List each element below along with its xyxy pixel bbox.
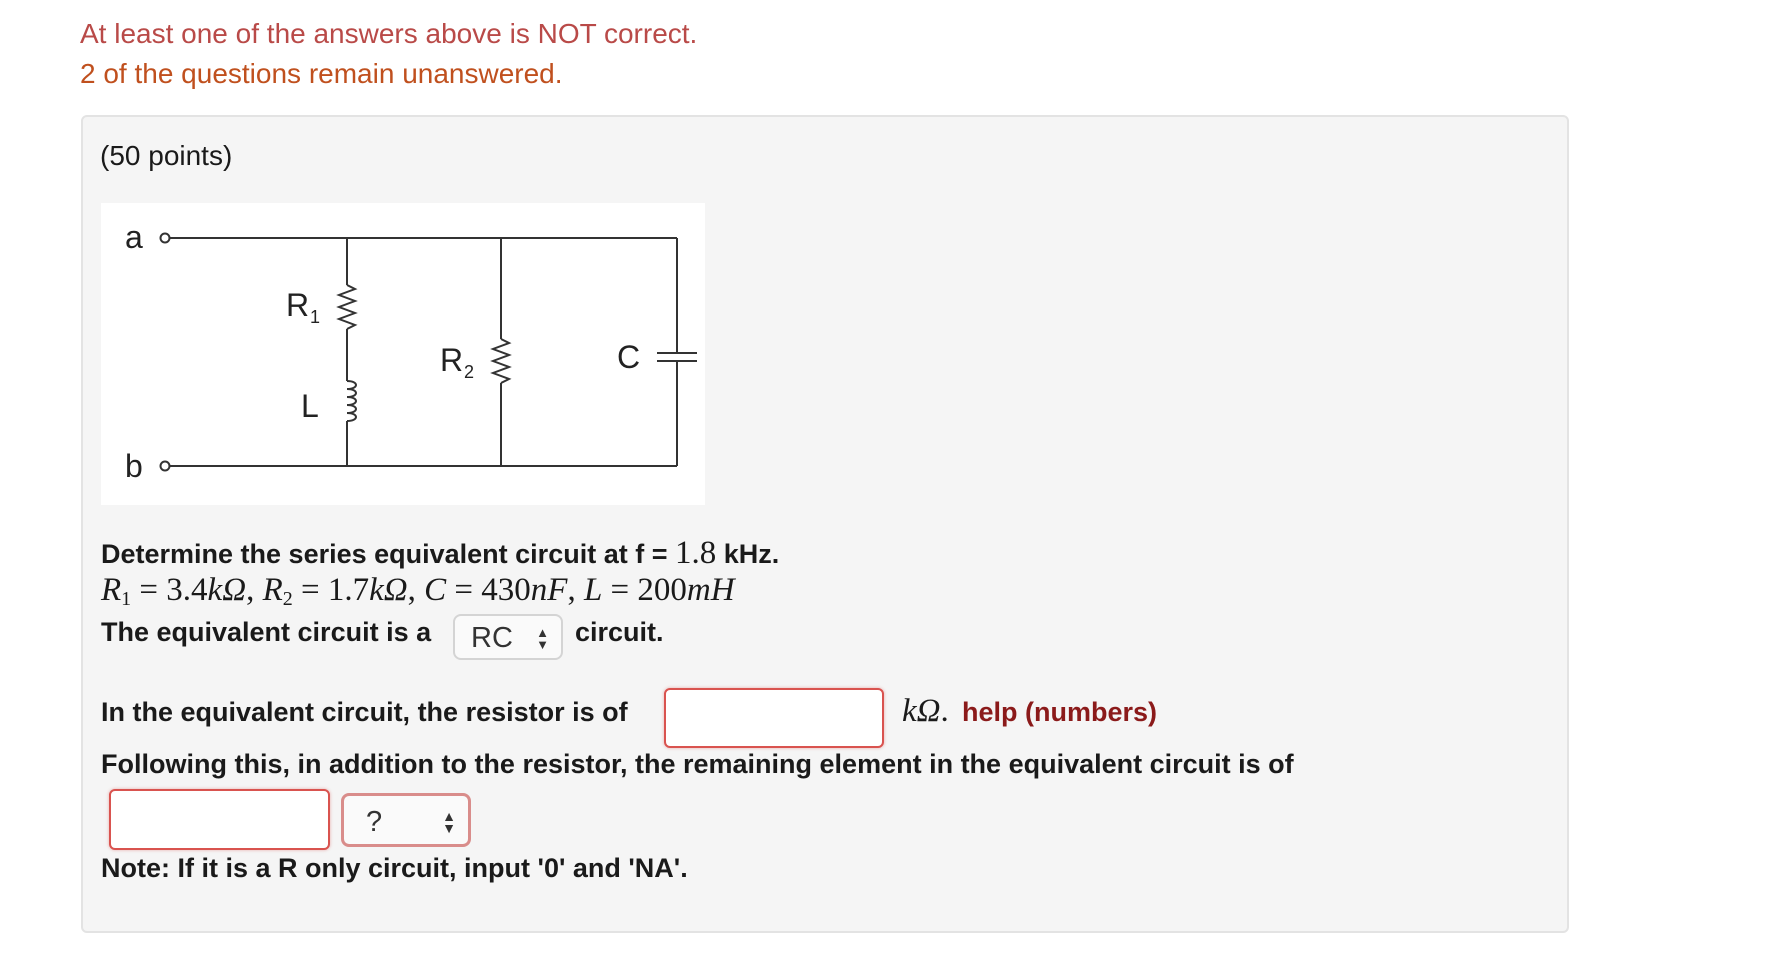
given-values-line: $R_1 = 3.4k\Omega$, $R_2 = 1.7k\Omega$, C = 430nF, L = 200mH [101, 572, 735, 610]
incorrect-message: At least one of the answers above is NOT correct. [80, 18, 698, 49]
l-eq: = 200 [602, 572, 687, 608]
c-eq: = 430 [446, 572, 531, 608]
element-unit-value: ? [366, 806, 383, 838]
determine-line [101, 535, 779, 572]
element-unit-select[interactable] [341, 793, 471, 847]
resistor-value-input[interactable] [664, 688, 884, 748]
r2-sub: 2 [282, 588, 293, 610]
l-name: L [583, 572, 603, 608]
frequency-unit: kHz. [716, 539, 780, 569]
circuit-schematic [101, 203, 705, 505]
r1-sub: 1 [121, 588, 132, 610]
r2-name: R [262, 572, 283, 608]
resistor-unit-period: . [940, 693, 949, 729]
r1-eq: = 3.4 [131, 572, 208, 608]
inductor-l [347, 381, 356, 421]
select-arrows-icon: ▲ ▼ [442, 808, 456, 836]
label-r2-sub: 2 [464, 362, 475, 382]
label-c: C [617, 339, 641, 375]
r1-unit: kΩ [207, 572, 247, 608]
circuit-type-select[interactable] [453, 614, 563, 660]
select-arrows-icon: ▲ ▼ [536, 625, 549, 652]
r2-unit: kΩ [369, 572, 408, 608]
resistor-unit: kΩ [902, 693, 941, 729]
resistor-unit-line [902, 693, 949, 730]
label-a: a [125, 219, 143, 255]
element-value-input[interactable] [109, 789, 330, 850]
resistor-r1 [339, 285, 355, 329]
terminal-b [161, 462, 170, 471]
circuit-diagram [101, 203, 705, 505]
label-r1: R [286, 287, 310, 323]
l-unit: mH [686, 572, 735, 608]
resistor-r2 [493, 339, 509, 383]
note-text: Note: If it is a R only circuit, input '0' and 'NA'. [101, 853, 688, 883]
determine-prefix: Determine the series equivalent circuit at f = [101, 539, 675, 569]
label-b: b [125, 448, 143, 484]
terminal-a [161, 234, 170, 243]
label-l: L [301, 388, 319, 424]
r2-eq: = 1.7 [292, 572, 370, 608]
unanswered-message: 2 of the questions remain unanswered. [80, 58, 563, 89]
label-r1-sub: 1 [310, 307, 321, 327]
label-r2: R [440, 342, 464, 378]
r1-name: R [101, 572, 122, 608]
points-label: (50 points) [100, 140, 233, 171]
circuit-type-value: RC [471, 622, 513, 654]
following-text: Following this, in addition to the resistor, the remaining element in the equivalent circuit is of [101, 749, 1294, 779]
c-name: C [424, 572, 447, 608]
help-numbers-link[interactable]: help (numbers) [962, 697, 1158, 727]
c-unit: nF [530, 572, 568, 608]
resistor-prefix: In the equivalent circuit, the resistor is of [101, 697, 628, 727]
equivalent-prefix: The equivalent circuit is a [101, 617, 432, 647]
equivalent-suffix: circuit. [575, 617, 664, 647]
frequency-value: 1.8 [674, 535, 717, 571]
